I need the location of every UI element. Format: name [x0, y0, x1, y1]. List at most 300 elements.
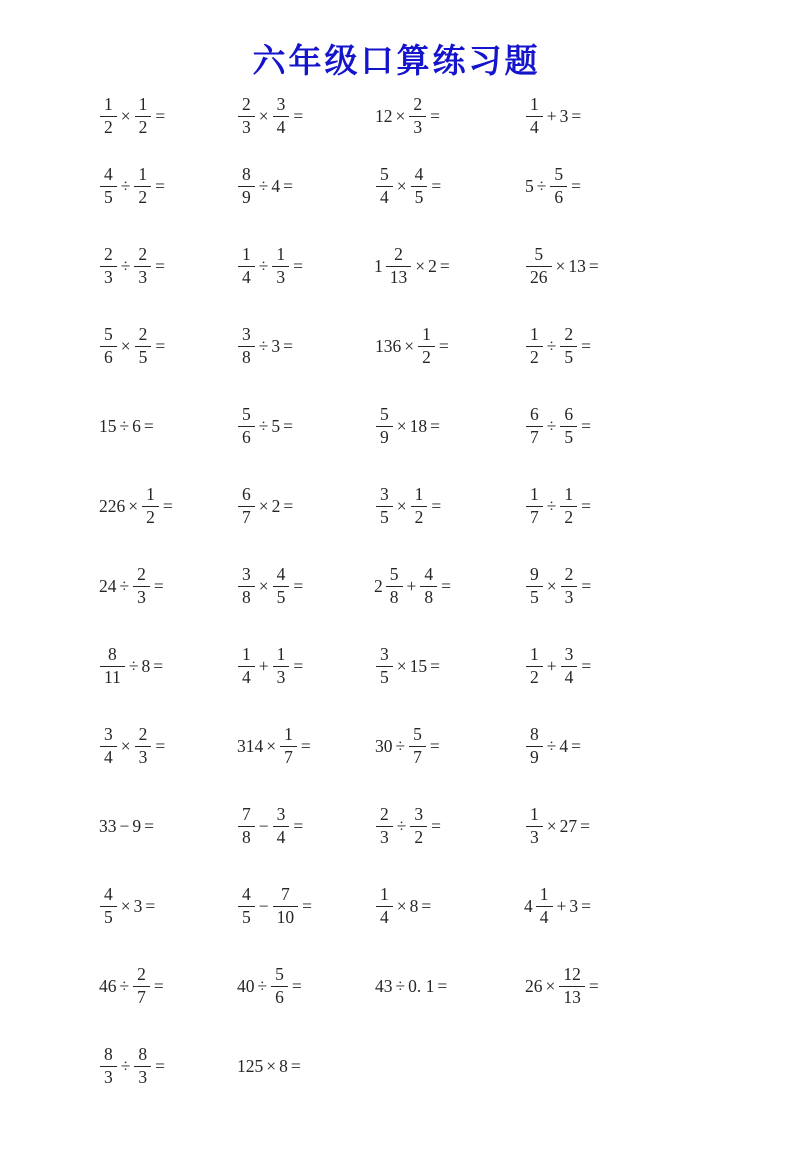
denominator: 4: [276, 116, 286, 137]
denominator: 3: [242, 116, 251, 137]
numerator: 1: [100, 95, 117, 117]
numerator: 5: [271, 965, 288, 987]
denominator: 2: [414, 506, 424, 527]
numerator: 1: [142, 485, 159, 507]
fraction: [133, 965, 150, 1007]
equals-sign: =: [437, 975, 448, 996]
equals-sign: =: [155, 335, 166, 356]
equals-sign: =: [571, 735, 581, 756]
problem-row: [98, 146, 793, 226]
multiply-operator: ×: [396, 655, 407, 676]
number: 8: [279, 1055, 288, 1076]
problem: [374, 805, 524, 847]
minus-operator: −: [258, 895, 269, 916]
problem: [374, 405, 524, 447]
denominator: 2: [530, 346, 539, 367]
multiply-operator: ×: [258, 495, 269, 516]
denominator: 4: [380, 186, 389, 207]
denominator: 13: [389, 266, 408, 287]
denominator: 10: [276, 906, 295, 927]
denominator: 5: [380, 666, 389, 687]
denominator: 3: [413, 116, 423, 137]
equals-sign: =: [571, 105, 582, 126]
number: 4: [271, 175, 281, 196]
number: 3: [559, 105, 569, 126]
denominator: 3: [276, 666, 286, 687]
numerator: 5: [376, 405, 393, 427]
numerator: 5: [100, 325, 117, 347]
problem-row: [98, 386, 793, 466]
equals-sign: =: [429, 735, 440, 756]
equals-sign: =: [431, 815, 441, 836]
problem-row: [98, 86, 793, 146]
equals-sign: =: [155, 735, 166, 756]
multiply-operator: ×: [396, 175, 407, 196]
fraction: [526, 325, 543, 367]
whole-number: 4: [524, 895, 533, 916]
fraction: [550, 165, 567, 207]
denominator: 5: [104, 186, 113, 207]
fraction: [561, 565, 578, 607]
worksheet-page: [0, 32, 793, 1154]
fraction: [376, 485, 393, 527]
problem: [374, 325, 524, 367]
fraction: [420, 565, 437, 607]
numerator: 1: [238, 245, 255, 267]
equals-sign: =: [439, 255, 450, 276]
fraction: [100, 165, 117, 207]
numerator: 2: [135, 325, 152, 347]
numerator: 1: [272, 245, 289, 267]
numerator: 2: [238, 95, 255, 117]
denominator: 4: [104, 746, 113, 767]
fraction: [411, 485, 428, 527]
problem: [524, 965, 601, 1007]
fraction: [526, 565, 543, 607]
equals-sign: =: [293, 255, 303, 276]
denominator: 2: [138, 116, 148, 137]
denominator: 5: [414, 186, 424, 207]
fraction: [526, 645, 543, 687]
denominator: 6: [275, 986, 284, 1007]
number: 5: [271, 415, 281, 436]
fraction: [135, 325, 152, 367]
fraction: [409, 95, 426, 137]
fraction: [134, 245, 151, 287]
equals-sign: =: [431, 495, 442, 516]
fraction: [273, 565, 290, 607]
problem-row: [98, 306, 793, 386]
fraction: [536, 885, 553, 927]
numerator: 9: [526, 565, 543, 587]
equals-sign: =: [293, 575, 304, 596]
fraction: [376, 645, 393, 687]
problem: [524, 95, 583, 137]
fraction: [238, 405, 255, 447]
equals-sign: =: [283, 415, 293, 436]
problem: [98, 485, 236, 527]
numerator: 1: [135, 95, 152, 117]
numerator: 8: [100, 645, 125, 667]
problem: [374, 245, 524, 287]
numerator: 1: [526, 645, 543, 667]
equals-sign: =: [145, 895, 156, 916]
denominator: 7: [137, 986, 146, 1007]
number: 136: [375, 335, 402, 356]
problem: [524, 645, 593, 687]
fraction: [100, 725, 117, 767]
numerator: 5: [409, 725, 426, 747]
numerator: 4: [238, 885, 255, 907]
divide-operator: ÷: [120, 1055, 131, 1076]
problem: [374, 165, 524, 207]
divide-operator: ÷: [119, 575, 130, 596]
divide-operator: ÷: [395, 975, 406, 996]
denominator: 5: [104, 906, 113, 927]
denominator: 4: [564, 666, 574, 687]
number: 18: [409, 415, 428, 436]
fraction: [411, 165, 428, 207]
equals-sign: =: [283, 175, 293, 196]
denominator: 4: [539, 906, 549, 927]
fraction: [238, 95, 255, 137]
numerator: 3: [238, 325, 255, 347]
problem: [236, 965, 374, 1007]
fraction: [100, 245, 117, 287]
equals-sign: =: [421, 895, 432, 916]
denominator: 9: [242, 186, 251, 207]
fraction: [409, 725, 426, 767]
denominator: 4: [242, 666, 251, 687]
numerator: 5: [550, 165, 567, 187]
denominator: 3: [104, 1066, 113, 1087]
multiply-operator: ×: [395, 105, 406, 126]
numerator: 4: [411, 165, 428, 187]
denominator: 4: [530, 116, 539, 137]
numerator: 1: [536, 885, 553, 907]
numerator: 2: [386, 245, 412, 267]
fraction: [135, 95, 152, 137]
problem: [374, 485, 524, 527]
problem: [236, 325, 374, 367]
problem: [236, 245, 374, 287]
equals-sign: =: [153, 575, 164, 596]
problem: [524, 885, 593, 927]
problem-rows: [0, 84, 793, 1106]
denominator: 7: [242, 506, 251, 527]
denominator: 7: [284, 746, 293, 767]
numerator: 5: [526, 245, 552, 267]
numerator: 8: [238, 165, 255, 187]
denominator: 3: [380, 826, 389, 847]
divide-operator: ÷: [395, 735, 406, 756]
divide-operator: ÷: [546, 415, 557, 436]
denominator: 7: [413, 746, 422, 767]
numerator: 8: [100, 1045, 117, 1067]
numerator: 3: [376, 645, 393, 667]
denominator: 3: [530, 826, 539, 847]
number: 2: [428, 255, 437, 276]
fraction: [526, 405, 543, 447]
equals-sign: =: [580, 815, 590, 836]
problem: [374, 725, 524, 767]
fraction: [418, 325, 435, 367]
mixed-number: [524, 885, 555, 927]
fraction: [142, 485, 159, 527]
number: 5: [525, 175, 534, 196]
fraction: [272, 245, 289, 287]
equals-sign: =: [293, 815, 304, 836]
problem: [98, 725, 236, 767]
fraction: [560, 485, 577, 527]
fraction: [273, 95, 290, 137]
denominator: 6: [242, 426, 251, 447]
denominator: 3: [138, 1066, 148, 1087]
minus-operator: −: [119, 815, 130, 836]
number: 6: [132, 415, 141, 436]
denominator: 8: [424, 586, 434, 607]
numerator: 1: [526, 805, 543, 827]
divide-operator: ÷: [258, 175, 269, 196]
equals-sign: =: [283, 495, 294, 516]
divide-operator: ÷: [120, 175, 131, 196]
divide-operator: ÷: [546, 335, 557, 356]
number: 314: [237, 735, 264, 756]
multiply-operator: ×: [120, 105, 131, 126]
denominator: 5: [564, 426, 574, 447]
fraction: [561, 645, 578, 687]
numerator: 1: [526, 485, 543, 507]
problem: [98, 565, 236, 607]
problem: [524, 725, 583, 767]
numerator: 1: [376, 885, 393, 907]
number: 3: [271, 335, 281, 356]
denominator: 3: [276, 266, 286, 287]
divide-operator: ÷: [546, 495, 557, 516]
numerator: 4: [420, 565, 437, 587]
numerator: 2: [409, 95, 426, 117]
denominator: 8: [389, 586, 399, 607]
fraction: [100, 1045, 117, 1087]
problem: [98, 95, 236, 137]
number: 24: [99, 575, 117, 596]
numerator: 1: [238, 645, 255, 667]
numerator: 4: [273, 565, 290, 587]
problem: [374, 95, 524, 137]
problem-row: [98, 706, 793, 786]
numerator: 2: [135, 725, 152, 747]
numerator: 12: [559, 965, 585, 987]
problem-row: [98, 226, 793, 306]
fraction: [273, 885, 299, 927]
numerator: 3: [273, 95, 290, 117]
problem: [98, 645, 236, 687]
equals-sign: =: [581, 415, 591, 436]
divide-operator: ÷: [258, 415, 269, 436]
denominator: 5: [276, 586, 286, 607]
numerator: 2: [133, 965, 150, 987]
fraction: [386, 565, 403, 607]
denominator: 5: [564, 346, 574, 367]
problem: [98, 965, 236, 1007]
equals-sign: =: [581, 495, 591, 516]
denominator: 9: [530, 746, 539, 767]
number: 8: [141, 655, 151, 676]
denominator: 6: [554, 186, 564, 207]
numerator: 4: [100, 885, 117, 907]
plus-operator: +: [406, 575, 417, 596]
denominator: 8: [242, 346, 251, 367]
equals-sign: =: [293, 105, 304, 126]
number: 3: [569, 895, 579, 916]
equals-sign: =: [431, 175, 442, 196]
number: 226: [99, 495, 126, 516]
equals-sign: =: [300, 735, 311, 756]
divide-operator: ÷: [120, 255, 131, 276]
denominator: 3: [104, 266, 113, 287]
fraction: [559, 965, 585, 1007]
fraction: [376, 165, 393, 207]
mixed-number: [374, 565, 405, 607]
number: 8: [409, 895, 419, 916]
numerator: 1: [134, 165, 151, 187]
equals-sign: =: [581, 335, 591, 356]
fraction: [238, 645, 255, 687]
problem-row: [98, 1026, 793, 1106]
divide-operator: ÷: [119, 975, 130, 996]
numerator: 3: [100, 725, 117, 747]
denominator: 13: [563, 986, 581, 1007]
denominator: 3: [564, 586, 574, 607]
problem: [524, 565, 593, 607]
number: 9: [132, 815, 142, 836]
multiply-operator: ×: [555, 255, 566, 276]
equals-sign: =: [430, 415, 440, 436]
denominator: 11: [104, 666, 121, 687]
number: 125: [237, 1055, 264, 1076]
equals-sign: =: [293, 655, 304, 676]
numerator: 7: [273, 885, 299, 907]
numerator: 2: [560, 325, 577, 347]
plus-operator: +: [546, 655, 557, 676]
problem: [236, 165, 374, 207]
problem: [374, 565, 524, 607]
equals-sign: =: [155, 105, 166, 126]
denominator: 7: [530, 426, 539, 447]
fraction: [526, 95, 543, 137]
numerator: 6: [526, 405, 543, 427]
equals-sign: =: [581, 655, 592, 676]
fraction: [133, 565, 150, 607]
numerator: 1: [280, 725, 297, 747]
number: 15: [409, 655, 428, 676]
number: 27: [559, 815, 578, 836]
multiply-operator: ×: [546, 575, 557, 596]
problem: [98, 325, 236, 367]
numerator: 3: [561, 645, 578, 667]
equals-sign: =: [441, 575, 451, 596]
fraction: [134, 1045, 151, 1087]
denominator: 9: [380, 426, 389, 447]
problem: [524, 325, 593, 367]
problem-row: [98, 786, 793, 866]
multiply-operator: ×: [545, 975, 556, 996]
divide-operator: ÷: [258, 255, 269, 276]
fraction: [386, 245, 412, 287]
fraction: [271, 965, 288, 1007]
denominator: 2: [104, 116, 113, 137]
fraction: [134, 165, 151, 207]
equals-sign: =: [153, 655, 164, 676]
number: 43: [375, 975, 393, 996]
problem: [236, 645, 374, 687]
problem: [236, 565, 374, 607]
problem-row: [98, 626, 793, 706]
number: 3: [133, 895, 143, 916]
problem-row: [98, 546, 793, 626]
numerator: 1: [526, 95, 543, 117]
problem: [524, 805, 592, 847]
fraction: [526, 245, 552, 287]
fraction: [526, 485, 543, 527]
numerator: 7: [238, 805, 255, 827]
multiply-operator: ×: [120, 735, 131, 756]
numerator: 5: [376, 165, 393, 187]
numerator: 8: [526, 725, 543, 747]
numerator: 2: [133, 565, 150, 587]
problem: [236, 1056, 374, 1077]
denominator: 5: [242, 906, 251, 927]
divide-operator: ÷: [396, 815, 407, 836]
fraction: [410, 805, 427, 847]
fraction: [280, 725, 297, 767]
problem: [524, 165, 583, 207]
fraction: [135, 725, 152, 767]
equals-sign: =: [162, 495, 173, 516]
multiply-operator: ×: [546, 815, 557, 836]
multiply-operator: ×: [128, 495, 139, 516]
problem: [524, 485, 593, 527]
fraction: [376, 885, 393, 927]
denominator: 4: [380, 906, 389, 927]
problem: [524, 405, 593, 447]
divide-operator: ÷: [536, 175, 547, 196]
problem: [236, 485, 374, 527]
divide-operator: ÷: [257, 975, 268, 996]
numerator: 2: [134, 245, 151, 267]
denominator: 2: [530, 666, 539, 687]
multiply-operator: ×: [120, 895, 131, 916]
numerator: 6: [560, 405, 577, 427]
problem: [236, 405, 374, 447]
denominator: 2: [146, 506, 155, 527]
problem: [98, 165, 236, 207]
number: 15: [99, 415, 117, 436]
divide-operator: ÷: [258, 335, 269, 356]
numerator: 3: [376, 485, 393, 507]
multiply-operator: ×: [266, 1055, 277, 1076]
divide-operator: ÷: [119, 415, 130, 436]
equals-sign: =: [290, 1055, 301, 1076]
multiply-operator: ×: [258, 575, 269, 596]
numerator: 5: [238, 405, 255, 427]
problem: [236, 725, 374, 767]
problem: [98, 885, 236, 927]
denominator: 5: [380, 506, 389, 527]
denominator: 8: [242, 586, 251, 607]
multiply-operator: ×: [120, 335, 131, 356]
fraction: [273, 645, 290, 687]
